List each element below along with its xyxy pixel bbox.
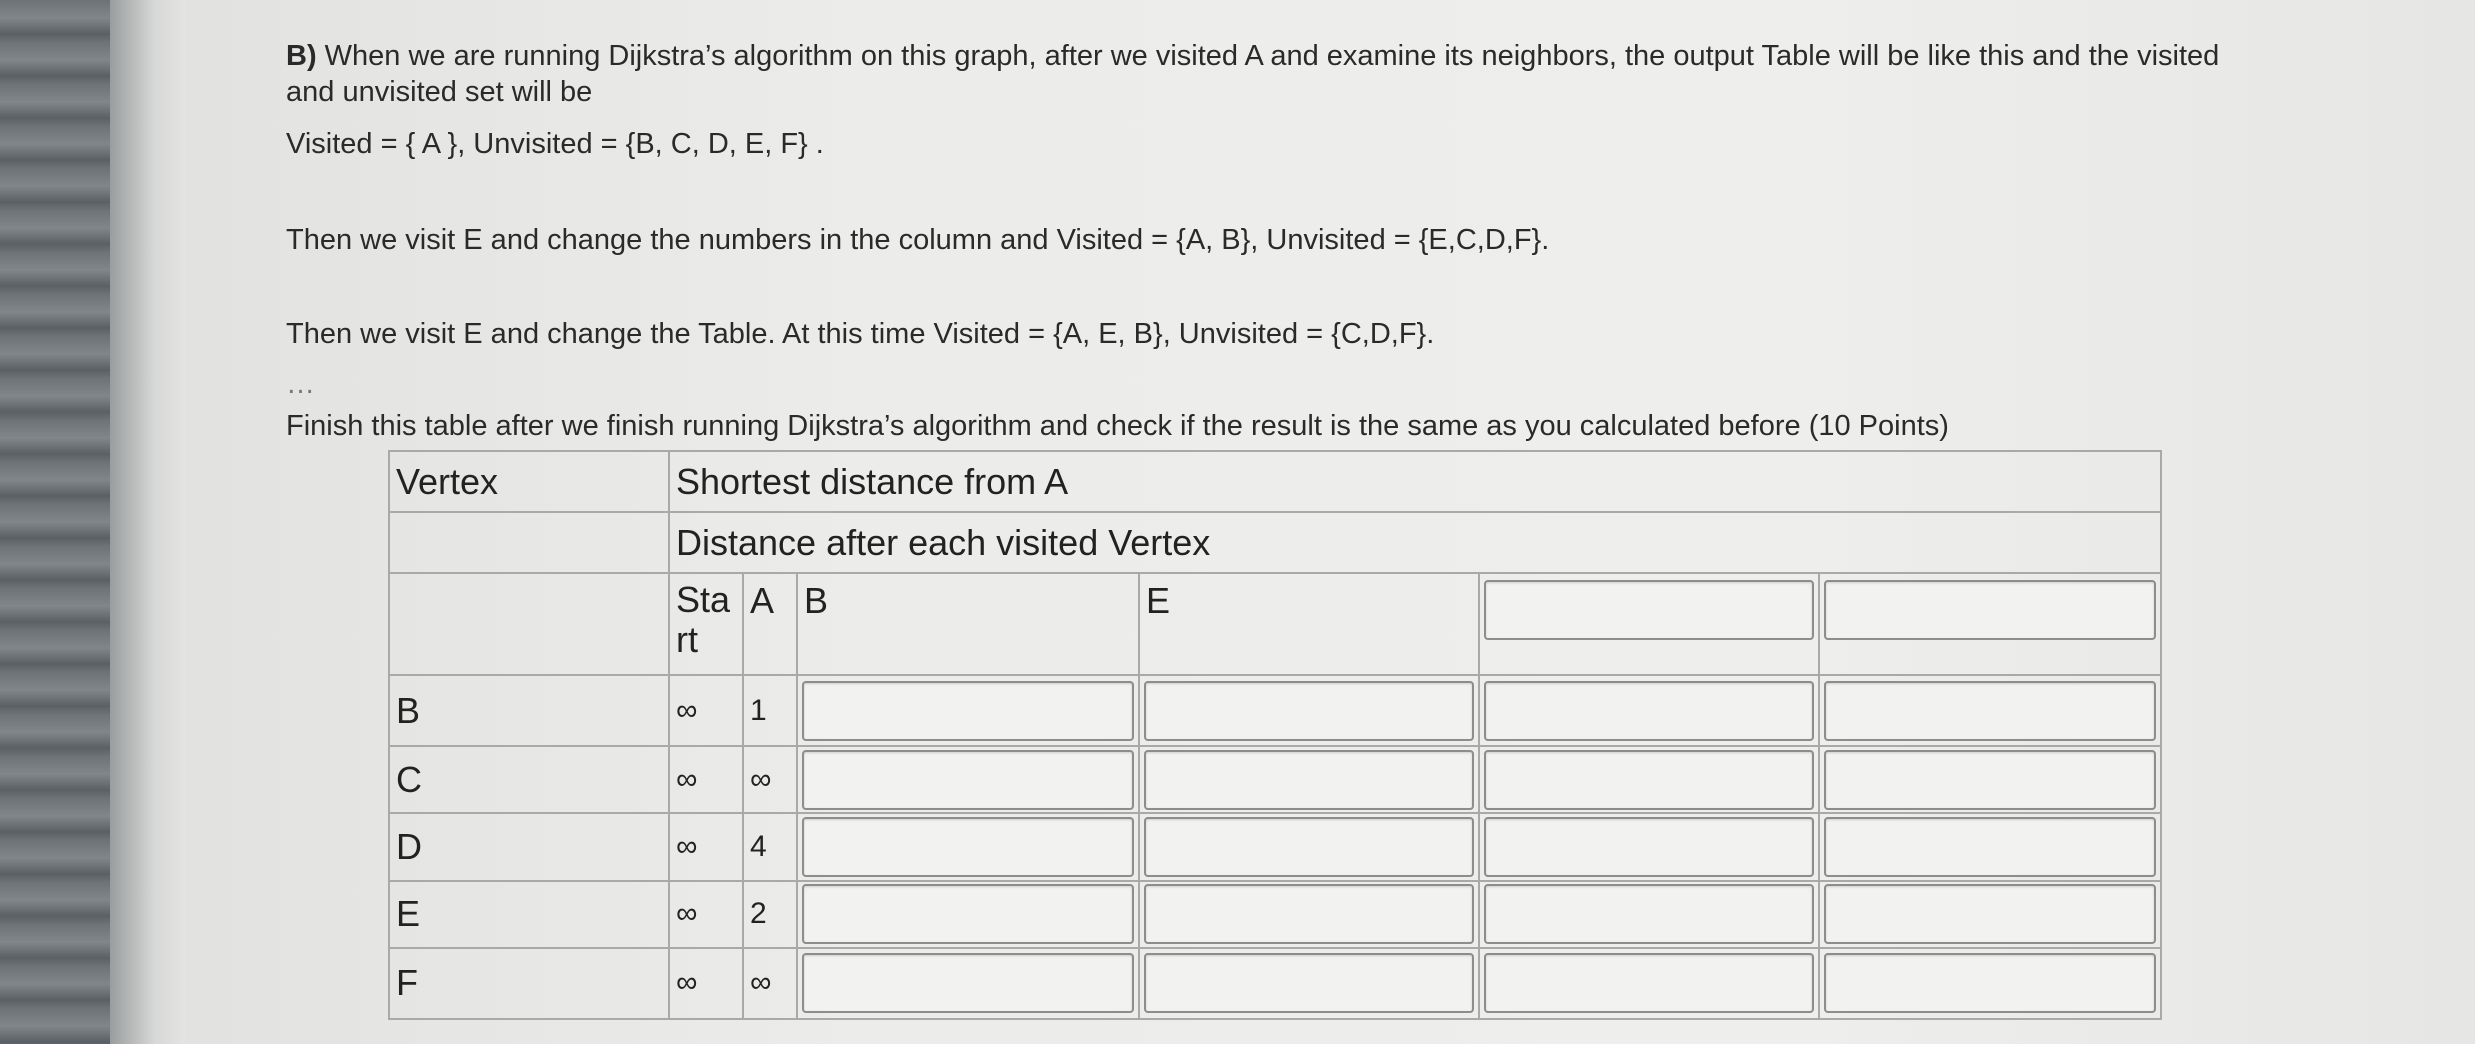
input-c-5[interactable]: [1484, 750, 1814, 810]
input-d-b[interactable]: [802, 817, 1134, 877]
table-row: [389, 948, 2161, 1019]
row-start: ∞: [669, 675, 743, 746]
input-b-6[interactable]: [1824, 681, 2156, 741]
input-b-e[interactable]: [1144, 681, 1474, 741]
header-shortest-distance: Shortest distance from A: [669, 451, 2161, 512]
row-a: 4: [743, 813, 797, 880]
paragraph-2: Then we visit E and change the numbers in the column and Visited = {A, B}, Unvisited = {E,C,D,F}.: [286, 224, 1550, 256]
ellipsis: …: [286, 368, 315, 400]
question-intro-text: When we are running Dijkstra’s algorithm on this graph, after we visited A and examine its neighbors, the output Table will be like this and the visited and unvisited set will be: [286, 40, 2220, 108]
input-b-b[interactable]: [802, 681, 1134, 741]
table-row: [389, 746, 2161, 813]
row-a: ∞: [743, 948, 797, 1019]
input-d-6[interactable]: [1824, 817, 2156, 877]
col-header-input-6[interactable]: [1824, 580, 2156, 640]
col-e: E: [1139, 573, 1479, 675]
monitor-bezel: [0, 0, 110, 1044]
input-d-5[interactable]: [1484, 817, 1814, 877]
row-start: ∞: [669, 881, 743, 948]
dijkstra-table: [388, 450, 2162, 1020]
row-a: 1: [743, 675, 797, 746]
row-vertex: C: [389, 746, 669, 813]
header-subtitle: Distance after each visited Vertex: [669, 512, 2161, 573]
row-vertex: F: [389, 948, 669, 1019]
col-b: B: [797, 573, 1139, 675]
table-row: [389, 881, 2161, 948]
input-d-e[interactable]: [1144, 817, 1474, 877]
input-b-5[interactable]: [1484, 681, 1814, 741]
col-start: Start: [669, 573, 743, 675]
input-c-b[interactable]: [802, 750, 1134, 810]
table-row: [389, 813, 2161, 880]
col-a: A: [743, 573, 797, 675]
set-line-1: Visited = { A }, Unvisited = {B, C, D, E, F} .: [286, 128, 824, 160]
header-empty: [389, 512, 669, 573]
table-row: [389, 675, 2161, 746]
input-f-e[interactable]: [1144, 953, 1474, 1013]
col-header-input-cell: [1479, 573, 1819, 675]
instruction: Finish this table after we finish running Dijkstra’s algorithm and check if the result is the same as you calculated before (10 Points): [286, 410, 1949, 442]
question-label: B): [286, 40, 317, 72]
row-start: ∞: [669, 948, 743, 1019]
row-a: 2: [743, 881, 797, 948]
input-f-b[interactable]: [802, 953, 1134, 1013]
row-start: ∞: [669, 746, 743, 813]
col-header-input-5[interactable]: [1484, 580, 1814, 640]
input-e-6[interactable]: [1824, 884, 2156, 944]
input-c-e[interactable]: [1144, 750, 1474, 810]
input-c-6[interactable]: [1824, 750, 2156, 810]
input-e-e[interactable]: [1144, 884, 1474, 944]
header-vertex: Vertex: [389, 451, 669, 512]
header-empty-2: [389, 573, 669, 675]
bezel-edge: [110, 0, 185, 1044]
input-e-5[interactable]: [1484, 884, 1814, 944]
input-f-6[interactable]: [1824, 953, 2156, 1013]
row-vertex: B: [389, 675, 669, 746]
input-e-b[interactable]: [802, 884, 1134, 944]
col-header-input-cell: [1819, 573, 2161, 675]
row-vertex: D: [389, 813, 669, 880]
row-start: ∞: [669, 813, 743, 880]
row-vertex: E: [389, 881, 669, 948]
paragraph-3: Then we visit E and change the Table. At this time Visited = {A, E, B}, Unvisited = {C,D,F}.: [286, 318, 1435, 350]
question-intro: [286, 38, 2246, 110]
input-f-5[interactable]: [1484, 953, 1814, 1013]
row-a: ∞: [743, 746, 797, 813]
